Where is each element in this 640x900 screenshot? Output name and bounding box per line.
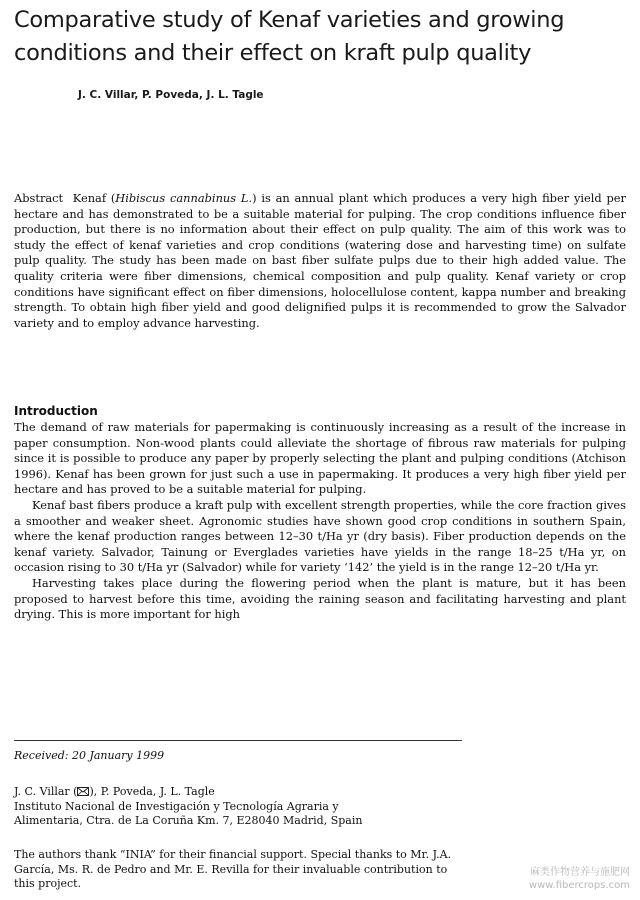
intro-paragraph-3: Harvesting takes place during the flowering period when the plant is mature, but it has been proposed to harvest before this time, avoiding the raining season and facilitating harvesting and plant drying. This is more important for high: [14, 575, 626, 622]
institute-line-2: Alimentaria, Ctra. de La Coruña Km. 7, E28040 Madrid, Spain: [14, 814, 363, 827]
watermark-site-name: 麻类作物营养与施肥网: [530, 867, 630, 878]
received-date: Received: 20 January 1999: [14, 749, 165, 762]
paper-title: [14, 4, 632, 70]
affiliation-block: [14, 785, 454, 829]
watermark-url: www.fibercrops.com: [528, 880, 630, 891]
introduction-body: [14, 420, 626, 623]
author-name-villar: J. C. Villar (: [14, 785, 78, 798]
acknowledgement: The authors thank “INIA” for their financial support. Special thanks to Mr. J.A. García, Ms. R. de Pedro and Mr. E. Revilla for their invaluable contribution to this project.: [14, 848, 452, 890]
footnote-divider: [14, 740, 462, 741]
abstract: [14, 191, 626, 331]
intro-paragraph-1: The demand of raw materials for papermaking is continuously increasing as a result of the increase in paper consumption. Non-wood plants could alleviate the shortage of fibrous raw materials for pulping since it is possible to produce any paper by properly selecting the plant and pulping conditions (Atchison 1996). Kenaf has been grown for just such a use in papermaking. It produces a very high fiber yield per hectare and has proved to be a suitable material for pulping.: [14, 420, 626, 497]
title-line-1: Comparative study of Kenaf varieties and growing: [14, 7, 565, 33]
author-list: J. C. Villar, P. Poveda, J. L. Tagle: [78, 89, 264, 101]
intro-paragraph-2: Kenaf bast fibers produce a kraft pulp with excellent strength properties, while the core fraction gives a smoother and weaker sheet. Agronomic studies have shown good crop conditions in southern Spain, where the kenaf production ranges between 12–30 t/Ha yr (dry basis). Fiber production depends on the kenaf variety. Salvador, Tainung or Everglades varieties have yields in the range 18–25 t/Ha yr, on occasion rising to 30 t/Ha yr (Salvador) while for variety ‘142’ the yield is in the range 12–20 t/Ha yr.: [14, 497, 626, 575]
abstract-body: ) is an annual plant which produces a very high fiber yield per hectare and has demonstrated to be a suitable material for pulping. The crop conditions influence fiber production, but there is no information about their effect on pulp quality. The aim of this work was to study the effect of kenaf varieties and crop conditions (watering dose and harvesting time) on sulfate pulp quality. The study has been made on bast fiber sulfate pulps due to their high added value. The quality criteria were fiber dimensions, chemical composition and pulp quality. Kenaf variety or crop conditions have significant effect on fiber dimensions, holocellulose content, kappa number and breaking strength. To obtain high fiber yield and good delignified pulps it is recommended to grow the Salvador variety and to employ advance harvesting.: [14, 191, 626, 330]
abstract-pre-species: Kenaf (: [72, 191, 116, 205]
abstract-species-name: Hibiscus cannabinus L.: [115, 191, 253, 205]
introduction-heading: Introduction: [14, 404, 98, 418]
coauthor-names: ), P. Poveda, J. L. Tagle: [89, 785, 215, 798]
abstract-label: Abstract: [14, 191, 64, 205]
title-line-2: conditions and their effect on kraft pulp quality: [14, 40, 532, 66]
corresponding-authors: [14, 785, 454, 800]
site-watermark: [529, 866, 630, 892]
envelope-icon: [77, 787, 89, 796]
institute-line-1: Instituto Nacional de Investigación y Tecnología Agraria y: [14, 799, 339, 813]
